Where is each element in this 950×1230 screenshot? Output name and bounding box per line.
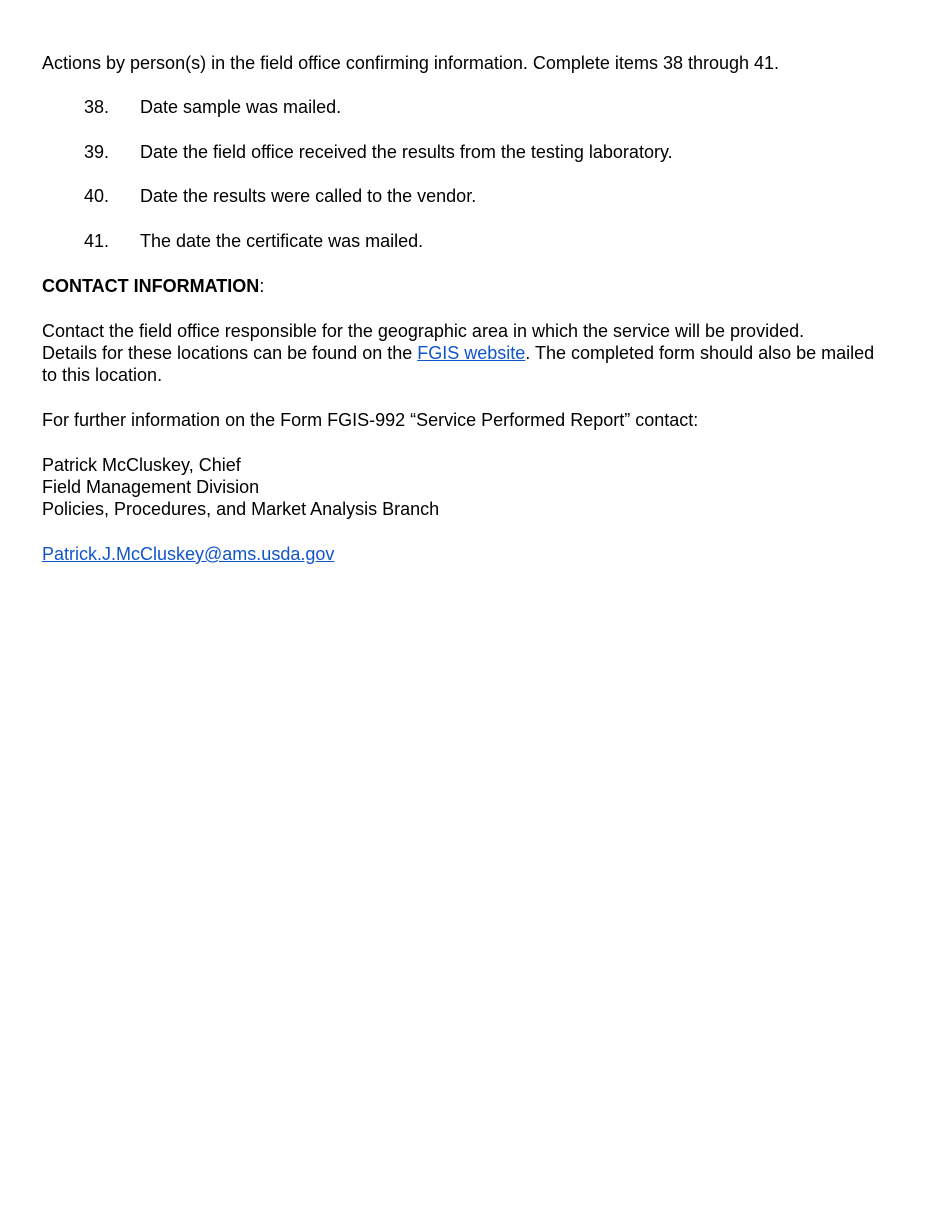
- fgis-website-link[interactable]: FGIS website: [417, 343, 526, 363]
- contact-block: Patrick McCluskey, Chief Field Management Division Policies, Procedures, and Market Analysis Branch: [42, 455, 440, 519]
- contact-heading: CONTACT INFORMATION:: [42, 276, 265, 296]
- email-link[interactable]: Patrick.J.McCluskey@ams.usda.gov: [42, 544, 335, 564]
- contact-paragraph: Contact the field office responsible for the geographic area in which the service will be provided. Details for these locations can be found on the FGIS website. The completed form should also be mailed to this location.: [42, 321, 875, 385]
- intro-text: Actions by person(s) in the field office confirming information. Complete items 38 through 41.: [42, 53, 780, 73]
- further-info-text: For further information on the Form FGIS-992 “Service Performed Report” contact:: [42, 410, 699, 430]
